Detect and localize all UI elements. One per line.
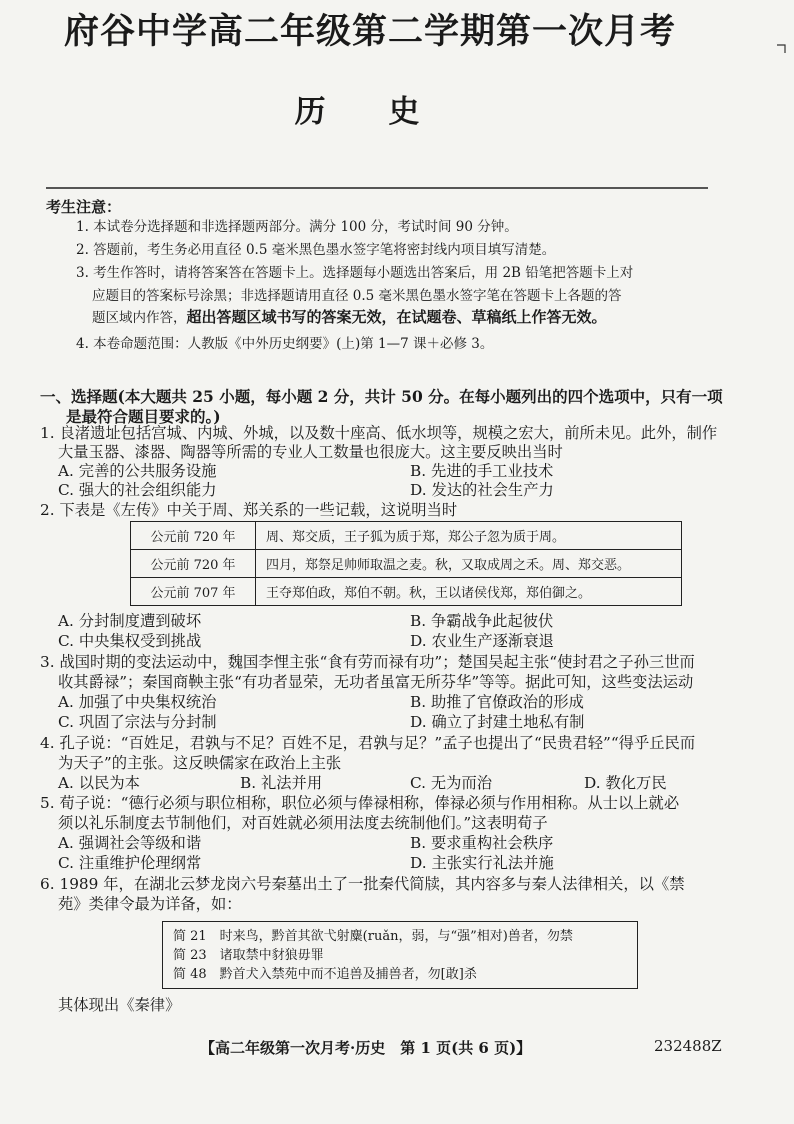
notice-item-2: 2. 答题前，考生务必用直径 0.5 毫米黑色墨水签字笔将密封线内项目填写清楚。 xyxy=(76,242,556,258)
q5-stem-line1: 5. 荀子说：“德行必须与职位相称，职位必须与俸禄相称，俸禄必须与作用相称。从士以上就必 xyxy=(40,794,680,812)
table-cell-record: 四月，郑祭足帅师取温之麦。秋，又取成周之禾。周、郑交恶。 xyxy=(256,550,682,578)
q1-stem-line1: 1. 良渚遗址包括宫城、内城、外城，以及数十座高、低水坝等，规模之宏大，前所未见。此外，制作 xyxy=(40,424,718,442)
q2-stem: 2. 下表是《左传》中关于周、郑关系的一些记载，这说明当时 xyxy=(40,501,458,519)
q1-option-c[interactable]: C. 强大的社会组织能力 xyxy=(58,481,217,499)
q6-stem-line2: 苑》类律令最为详备，如： xyxy=(58,895,242,913)
q1-option-a[interactable]: A. 完善的公共服务设施 xyxy=(58,462,217,480)
q2-option-b[interactable]: B. 争霸战争此起彼伏 xyxy=(410,612,554,630)
q4-stem-line2: 为天子”的主张。这反映儒家在政治上主张 xyxy=(58,754,342,772)
section-heading-line1: 一、选择题(本大题共 25 小题，每小题 2 分，共计 50 分。在每小题列出的四个选项中，只有一项 xyxy=(40,387,723,406)
notice-item-3: 3. 考生作答时，请将答案答在答题卡上。选择题每小题选出答案后，用 2B 铅笔把答题卡上对 xyxy=(76,265,634,281)
q5-option-b[interactable]: B. 要求重构社会秩序 xyxy=(410,834,554,852)
notice-item-3-tail: 题区域内作答， xyxy=(92,310,187,326)
notice-item-1: 1. 本试卷分选择题和非选择题两部分。满分 100 分，考试时间 90 分钟。 xyxy=(76,219,518,235)
q3-option-b[interactable]: B. 助推了官僚政治的形成 xyxy=(410,693,584,711)
q2-option-d[interactable]: D. 农业生产逐渐衰退 xyxy=(410,632,554,650)
table-row xyxy=(131,522,682,550)
q5-option-a[interactable]: A. 强调社会等级和谐 xyxy=(58,834,202,852)
q5-stem-line2: 须以礼乐制度去节制他们，对百姓就必须用法度去统制他们。”这表明荀子 xyxy=(58,814,548,832)
table-cell-year: 公元前 707 年 xyxy=(131,578,256,606)
table-cell-year: 公元前 720 年 xyxy=(131,550,256,578)
subject-heading: 历 史 xyxy=(294,94,446,130)
q3-option-a[interactable]: A. 加强了中央集权统治 xyxy=(58,693,217,711)
table-cell-record: 王夺郑伯政，郑伯不朝。秋，王以诸侯伐郑，郑伯御之。 xyxy=(256,578,682,606)
exam-title: 府谷中学高二年级第二学期第一次月考 xyxy=(63,11,676,52)
q2-option-a[interactable]: A. 分封制度遭到破坏 xyxy=(58,612,202,630)
q1-stem-line2: 大量玉器、漆器、陶器等所需的专业人工数量也很庞大。这主要反映出当时 xyxy=(58,443,563,461)
section-heading-line2: 是最符合题目要求的。) xyxy=(66,407,221,426)
notice-item-3-cont2 xyxy=(92,306,607,330)
q4-option-b[interactable]: B. 礼法并用 xyxy=(240,774,323,792)
section-heading xyxy=(40,387,723,427)
q4-option-d[interactable]: D. 教化万民 xyxy=(584,774,667,792)
q4-option-a[interactable]: A. 以民为本 xyxy=(58,774,140,792)
header-divider xyxy=(46,187,708,189)
page-footer: 【高二年级第一次月考·历史 第 1 页(共 6 页)】 xyxy=(200,1039,532,1057)
corner-mark-icon xyxy=(776,44,786,54)
notice-item-4: 4. 本卷命题范围：人教版《中外历史纲要》(上)第 1—7 课＋必修 3。 xyxy=(76,336,494,352)
q6-excerpt-line: 简 23 诸取禁中豺狼毋罪 xyxy=(173,948,324,963)
exam-code: 232488Z xyxy=(654,1037,722,1055)
q5-option-d[interactable]: D. 主张实行礼法并施 xyxy=(410,854,554,872)
q5-option-c[interactable]: C. 注重维护伦理纲常 xyxy=(58,854,202,872)
table-cell-record: 周、郑交质，王子狐为质于郑，郑公子忽为质于周。 xyxy=(256,522,682,550)
notice-emphasis: 超出答题区域书写的答案无效，在试题卷、草稿纸上作答无效。 xyxy=(186,308,607,326)
q4-stem-line1: 4. 孔子说：“百姓足，君孰与不足？百姓不足，君孰与足？”孟子也提出了“民贵君轻”“得乎丘民而 xyxy=(40,734,696,752)
q2-table xyxy=(130,521,682,606)
q6-excerpt-line: 简 48 黔首犬入禁苑中而不追兽及捕兽者，勿[敢]杀 xyxy=(173,967,477,982)
table-row xyxy=(131,550,682,578)
q6-stem-line1: 6. 1989 年，在湖北云梦龙岗六号秦墓出土了一批秦代简牍，其内容多与秦人法律相关，以《禁 xyxy=(40,875,685,893)
q6-excerpt-box xyxy=(162,921,638,989)
q1-option-d[interactable]: D. 发达的社会生产力 xyxy=(410,481,554,499)
q2-option-c[interactable]: C. 中央集权受到挑战 xyxy=(58,632,202,650)
notice-heading: 考生注意： xyxy=(46,198,122,216)
q3-stem-line1: 3. 战国时期的变法运动中，魏国李悝主张“食有劳而禄有功”；楚国吴起主张“使封君之子孙三世而 xyxy=(40,653,695,671)
q1-option-b[interactable]: B. 先进的手工业技术 xyxy=(410,462,554,480)
q3-option-d[interactable]: D. 确立了封建土地私有制 xyxy=(410,713,585,731)
table-cell-year: 公元前 720 年 xyxy=(131,522,256,550)
notice-item-3-cont: 应题目的答案标号涂黑；非选择题请用直径 0.5 毫米黑色墨水签字笔在答题卡上各题的答 xyxy=(92,288,622,304)
q3-stem-line2: 收其爵禄”；秦国商鞅主张“有功者显荣，无功者虽富无所芬华”等等。据此可知，这些变法运动 xyxy=(58,673,694,691)
q4-option-c[interactable]: C. 无为而治 xyxy=(410,774,493,792)
q3-option-c[interactable]: C. 巩固了宗法与分封制 xyxy=(58,713,217,731)
q6-tail: 其体现出《秦律》 xyxy=(58,996,181,1014)
table-row xyxy=(131,578,682,606)
q6-excerpt-line: 简 21 时来鸟，黔首其欲弋射麋(ruǎn，弱，与“强”相对)兽者，勿禁 xyxy=(173,929,573,944)
